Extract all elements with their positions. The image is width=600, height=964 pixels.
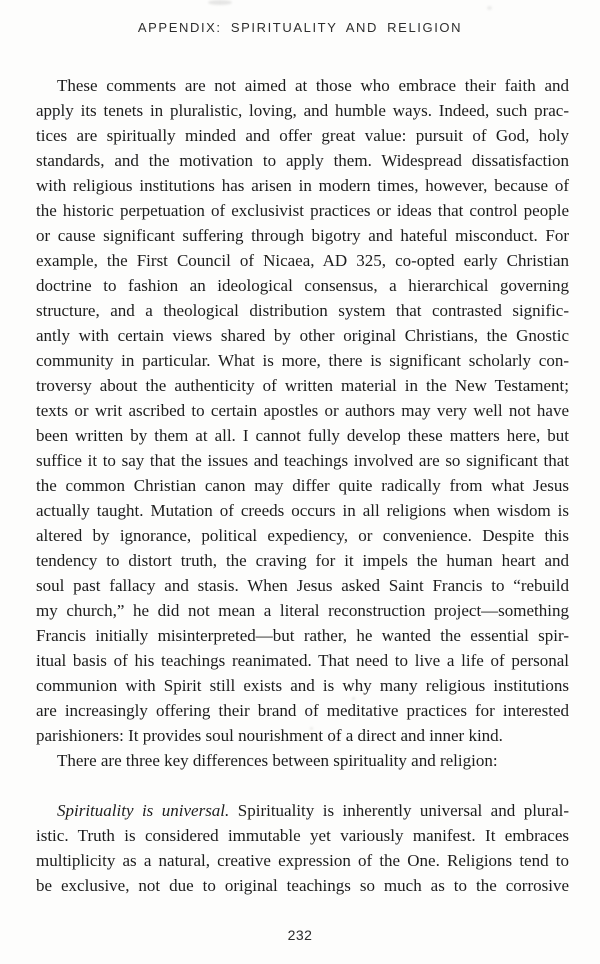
text-line: There are three key differences between spirituality and religion: (57, 751, 498, 770)
text-line: example, the First Council of Nicaea, AD 325, co-opted early Christian (36, 251, 569, 270)
text-segment: Spirituality is inherently universal and plural- (229, 801, 570, 820)
running-head: APPENDIX: SPIRITUALITY AND RELIGION (137, 20, 463, 35)
text-line: apply its tenets in pluralistic, loving, and humble ways. Indeed, such prac- (36, 101, 569, 120)
page-body (36, 73, 569, 898)
text-line: communion with Spirit still exists and is why many religious institutions (36, 676, 569, 695)
text-line: be exclusive, not due to original teachings so much as to the corrosive (36, 876, 569, 895)
scan-artifact (487, 6, 492, 10)
text-line (36, 798, 569, 823)
italic-phrase: Spirituality is universal. (57, 801, 230, 820)
text-line: Francis initially misinterpreted—but rather, he wanted the essential spir- (36, 626, 569, 645)
text-line: These comments are not aimed at those who embrace their faith and (57, 76, 569, 95)
text-line: community in particular. What is more, there is significant scholarly con- (36, 351, 569, 370)
text-line: are increasingly offering their brand of meditative practices for interested (36, 701, 569, 720)
paragraph (36, 748, 569, 773)
text-line: doctrine to fashion an ideological consensus, a hierarchical governing (36, 276, 569, 295)
text-line: been written by them at all. I cannot fully develop these matters here, but (36, 426, 569, 445)
text-line: tices are spiritually minded and offer great value: pursuit of God, holy (36, 126, 569, 145)
paragraph (36, 798, 569, 898)
text-line: tendency to distort truth, the craving for it impels the human heart and (36, 551, 569, 570)
text-line: istic. Truth is considered immutable yet variously manifest. It embraces (36, 826, 569, 845)
text-line: suffice it to say that the issues and teachings involved are so significant that (36, 451, 569, 470)
text-line: the historic perpetuation of exclusivist practices or ideas that control people (36, 201, 569, 220)
text-line: antly with certain views shared by other original Christians, the Gnostic (36, 326, 569, 345)
paragraph (36, 73, 569, 748)
text-line: altered by ignorance, political expediency, or convenience. Despite this (36, 526, 569, 545)
text-line: structure, and a theological distribution system that contrasted signific- (36, 301, 569, 320)
text-line: itual basis of his teachings reanimated. That need to live a life of personal (36, 651, 569, 670)
text-line: the common Christian canon may differ quite radically from what Jesus (36, 476, 569, 495)
text-line: or cause significant suffering through bigotry and hateful misconduct. For (36, 226, 569, 245)
text-line: texts or writ ascribed to certain apostles or authors may very well not have (36, 401, 569, 420)
text-line: standards, and the motivation to apply them. Widespread dissatisfaction (36, 151, 569, 170)
scan-artifact (208, 0, 232, 5)
text-line: my church,” he did not mean a literal reconstruction project—something (36, 601, 569, 620)
text-line: multiplicity as a natural, creative expression of the One. Religions tend to (36, 851, 569, 870)
page-number: 232 (287, 927, 313, 943)
text-line: soul past fallacy and stasis. When Jesus asked Saint Francis to “rebuild (36, 576, 569, 595)
text-line: actually taught. Mutation of creeds occurs in all religions when wisdom is (36, 501, 569, 520)
text-line: with religious institutions has arisen in modern times, however, because of (36, 176, 569, 195)
text-line: parishioners: It provides soul nourishment of a direct and inner kind. (36, 726, 503, 745)
text-line: troversy about the authenticity of written material in the New Testament; (36, 376, 569, 395)
